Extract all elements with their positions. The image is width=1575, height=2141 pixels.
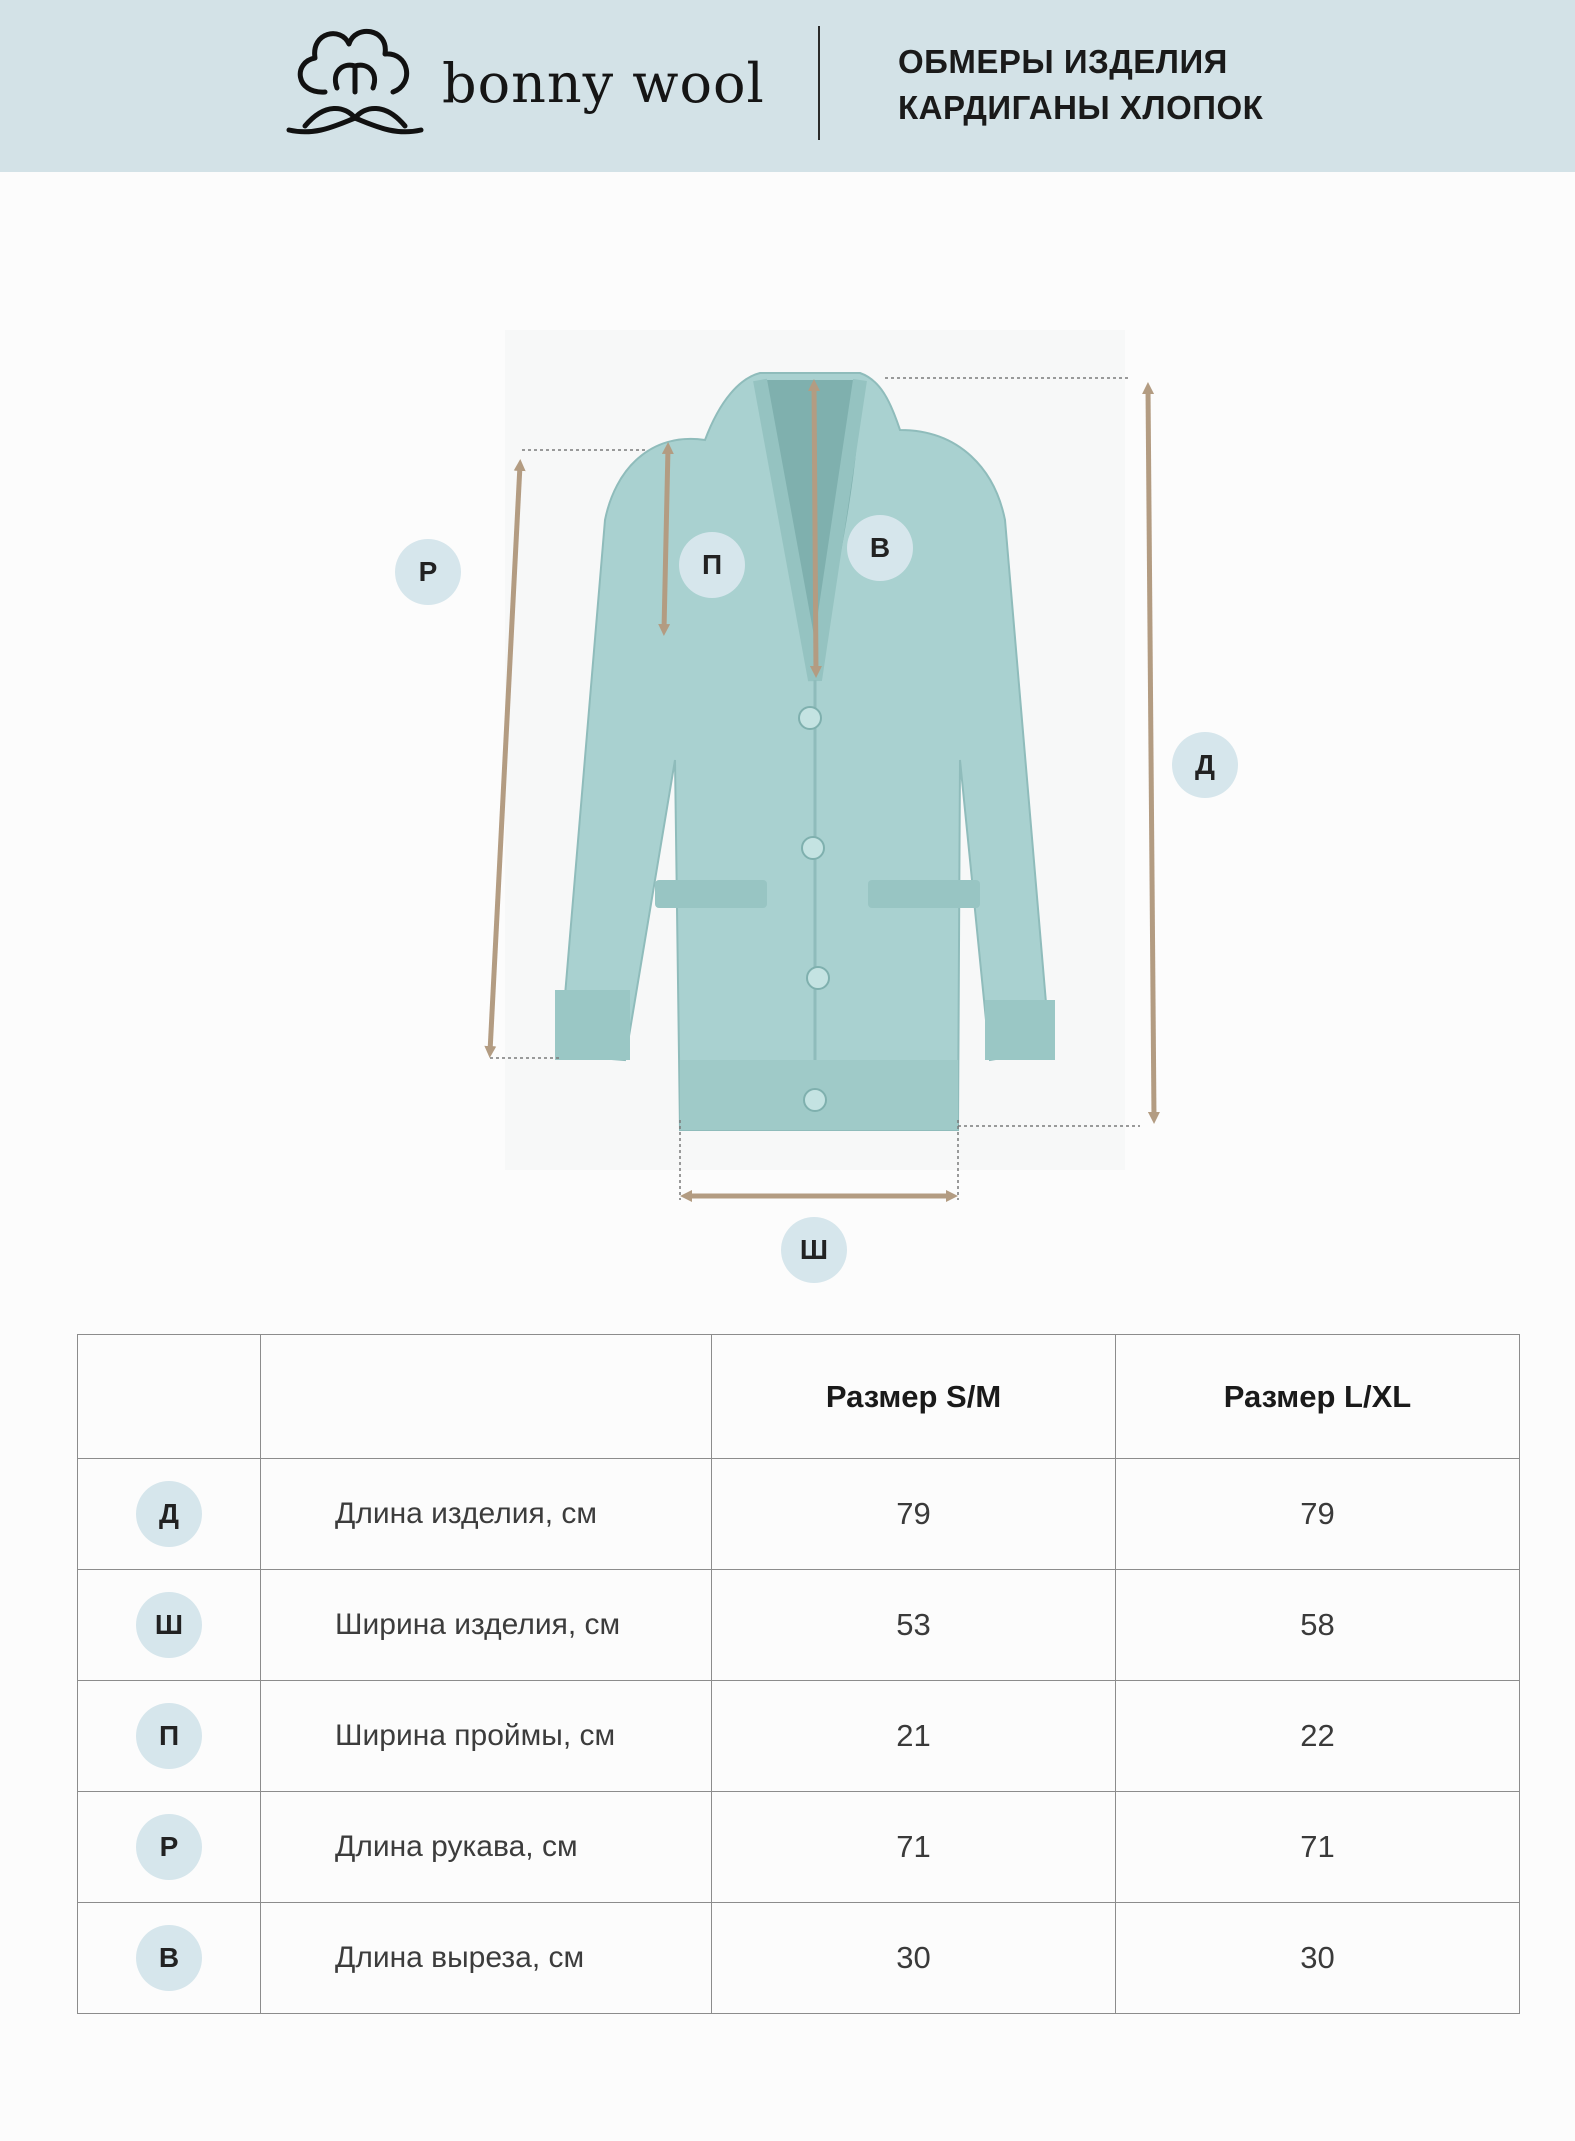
row-badge: Ш (136, 1592, 202, 1658)
table-row (78, 1681, 1520, 1792)
measurement-name: Длина изделия, см (261, 1459, 712, 1570)
header-size-sm: Размер S/M (712, 1335, 1116, 1459)
row-badge: Д (136, 1481, 202, 1547)
table-row (78, 1792, 1520, 1903)
value-lxl: 58 (1116, 1570, 1520, 1681)
measurement-name: Ширина изделия, см (261, 1570, 712, 1681)
measurement-name: Ширина проймы, см (261, 1681, 712, 1792)
page-title-line1: ОБМЕРЫ ИЗДЕЛИЯ (898, 43, 1228, 80)
size-table (77, 1334, 1520, 2014)
header-cell (78, 1335, 261, 1459)
armhole-label: П (679, 532, 745, 598)
sleeve-label: Р (395, 539, 461, 605)
row-badge: Р (136, 1814, 202, 1880)
width-label: Ш (781, 1217, 847, 1283)
brand-name: bonny wool (442, 52, 765, 115)
header-divider (818, 26, 820, 140)
value-sm: 53 (712, 1570, 1116, 1681)
header-cell (261, 1335, 712, 1459)
cardigan-illustration (0, 172, 1575, 1292)
measurement-name: Длина выреза, см (261, 1903, 712, 2014)
page-title-line2: КАРДИГАНЫ ХЛОПОК (898, 89, 1264, 126)
value-sm: 71 (712, 1792, 1116, 1903)
table-row (78, 1459, 1520, 1570)
neckline-arrow (814, 385, 816, 672)
value-lxl: 71 (1116, 1792, 1520, 1903)
header-size-lxl: Размер L/XL (1116, 1335, 1520, 1459)
table-header-row (78, 1335, 1520, 1459)
length-arrow (1148, 388, 1154, 1118)
value-sm: 79 (712, 1459, 1116, 1570)
row-badge: П (136, 1703, 202, 1769)
measurement-name: Длина рукава, см (261, 1792, 712, 1903)
value-lxl: 30 (1116, 1903, 1520, 2014)
value-sm: 30 (712, 1903, 1116, 2014)
length-label: Д (1172, 732, 1238, 798)
value-sm: 21 (712, 1681, 1116, 1792)
value-lxl: 22 (1116, 1681, 1520, 1792)
neckline-label: В (847, 515, 913, 581)
cotton-logo-icon (285, 22, 425, 142)
table-row (78, 1903, 1520, 2014)
table-row (78, 1570, 1520, 1681)
row-badge: В (136, 1925, 202, 1991)
value-lxl: 79 (1116, 1459, 1520, 1570)
header-banner (0, 0, 1575, 172)
